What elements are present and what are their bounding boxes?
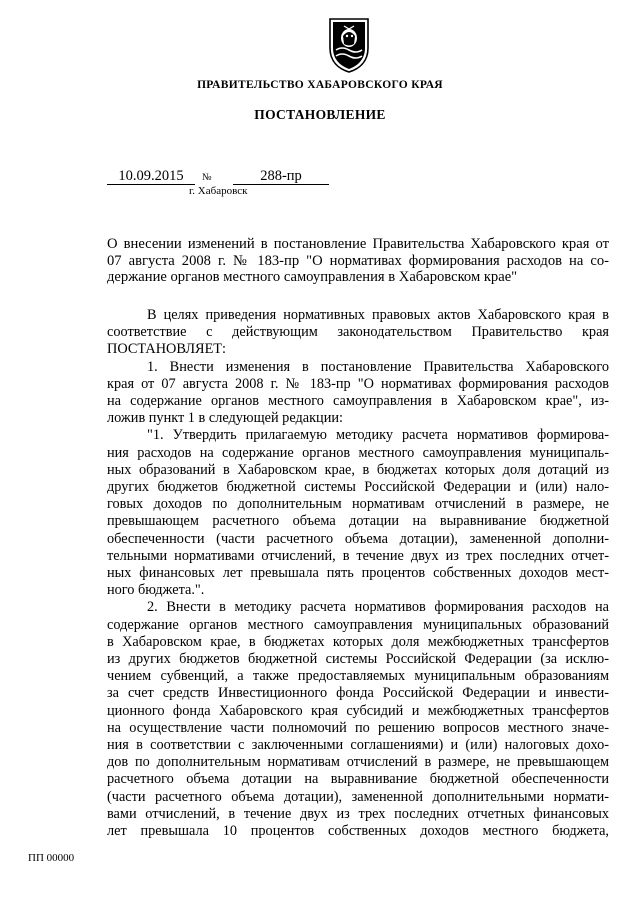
footer-document-code: ПП 00000	[28, 852, 75, 864]
number-sign: №	[202, 172, 212, 183]
body-line: расчетного объема дотации на выравнивание бюджетной обеспеченности	[107, 771, 609, 788]
body-line: ПОСТАНОВЛЯЕТ:	[107, 341, 227, 358]
body-line: других бюджетов бюджетной системы Российской Федерации и (или) нало-	[107, 479, 609, 496]
body-line: превышающем расчетного объема дотации на выравнивание бюджетной	[107, 513, 609, 530]
government-title: ПРАВИТЕЛЬСТВО ХАБАРОВСКОГО КРАЯ	[197, 79, 443, 91]
khabarovsk-krai-coat-of-arms-icon	[327, 16, 371, 74]
body-line: тельными нормативами отчислений, в течение двух из трех последних отчет-	[107, 547, 609, 564]
document-date: 10.09.2015	[107, 168, 195, 185]
body-line: на осуществление части полномочий по решению вопросов местного значе-	[107, 719, 609, 736]
body-line: 2. Внести в методику расчета нормативов формирования расходов на	[147, 599, 609, 616]
body-line: говых доходов по дополнительным нормативам отчислений в размере, не	[107, 496, 609, 513]
body-line: ных финансовых лет превышала пять процентов собственных доходов мест-	[107, 565, 609, 582]
body-line: соответствие с действующим законодательством Правительство края	[107, 324, 609, 341]
body-line: дов по дополнительным нормативам отчислений в размере, не превышающем	[107, 754, 609, 771]
body-line: на содержание органов местного самоуправления в Хабаровском крае", из-	[107, 393, 609, 410]
body-line: лет превышала 10 процентов собственных доходов местного бюджета,	[107, 823, 609, 840]
body-line: 1. Внести изменения в постановление Правительства Хабаровского	[147, 358, 609, 375]
body-line: ционного фонда Хабаровского края субсидий и межбюджетных трансфертов	[107, 702, 609, 719]
document-type-title: ПОСТАНОВЛЕНИЕ	[254, 107, 386, 122]
document-subject	[107, 236, 609, 286]
body-line: содержание органов местного самоуправления муниципальных образований	[107, 616, 609, 633]
document-number: 288-пр	[233, 168, 329, 185]
body-line: "1. Утвердить прилагаемую методику расчета нормативов формирова-	[147, 427, 609, 444]
body-line: вами отчислений, в течение двух из трех последних отчетных финансовых	[107, 805, 609, 822]
body-line: обеспеченности (части расчетного объема дотации), замененной дополни-	[107, 530, 609, 547]
subject-line: О внесении изменений в постановление Правительства Хабаровского края от	[107, 236, 609, 252]
document-body	[107, 307, 609, 840]
body-line: ных образований в Хабаровском крае, в бюджетах которых доля дотаций из	[107, 461, 609, 478]
subject-line: 07 августа 2008 г. № 183-пр "О нормативах формирования расходов на со-	[107, 252, 609, 269]
subject-line: держание органов местного самоуправления в Хабаровском крае"	[107, 269, 518, 285]
body-line: ного бюджета.".	[107, 582, 205, 599]
body-line: В целях приведения нормативных правовых актов Хабаровского края в	[147, 307, 609, 323]
body-line: за счет средств Инвестиционного фонда Российской Федерации и инвести-	[107, 685, 609, 702]
body-line: из других бюджетов бюджетной системы Российской Федерации (за исклю-	[107, 651, 609, 668]
body-line: в Хабаровском крае, в бюджетах которых доля межбюджетных трансфертов	[107, 633, 609, 650]
body-line: чением субвенций, а также предоставляемых муниципальным образованиям	[107, 668, 609, 685]
body-line: ложив пункт 1 в следующей редакции:	[107, 410, 343, 427]
body-line: края от 07 августа 2008 г. № 183-пр "О нормативах формирования расходов	[107, 375, 609, 392]
body-line: (части расчетного объема дотации), замененной дополнительными нормати-	[107, 788, 609, 805]
body-line: ния расходов на содержание органов местного самоуправления муниципаль-	[107, 444, 609, 461]
city-of-issue: г. Хабаровск	[189, 185, 248, 197]
body-line: ния в соответствии с заключенными соглашениями) и (или) налоговых дохо-	[107, 737, 609, 754]
